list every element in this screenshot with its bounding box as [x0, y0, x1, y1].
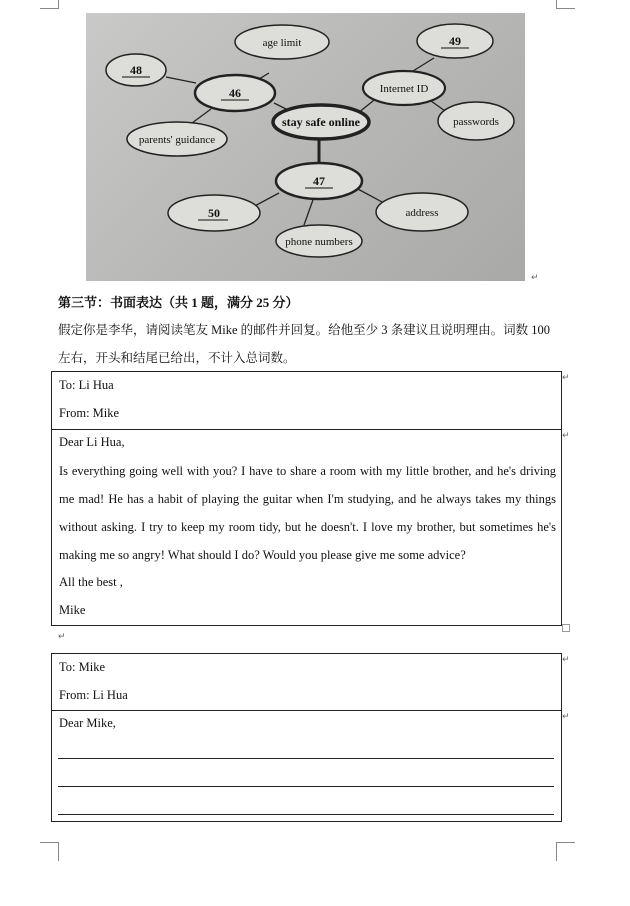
- connector-46-48: [166, 77, 196, 83]
- connector-internetid-49: [413, 58, 434, 71]
- mind-map-photo: [86, 13, 525, 281]
- table-resize-handle[interactable]: [562, 624, 570, 632]
- crop-mark-bottom-right: [556, 842, 575, 861]
- paragraph-mark: ↵: [58, 632, 66, 642]
- email2-greeting: Dear Mike,: [59, 716, 116, 730]
- email1-closing: All the best ,: [59, 575, 123, 589]
- label-blank-49: 49: [449, 34, 461, 48]
- email2-to: To: Mike: [59, 660, 105, 674]
- paragraph-mark: ↵: [562, 431, 570, 441]
- paragraph-mark: ↵: [531, 273, 539, 283]
- label-blank-50: 50: [208, 206, 220, 220]
- paragraph-mark: ↵: [562, 655, 570, 665]
- email2-from: From: Li Hua: [59, 688, 128, 702]
- email1-from: From: Mike: [59, 406, 120, 420]
- label-address: address: [405, 207, 439, 219]
- email1-greeting: Dear Li Hua,: [59, 435, 125, 449]
- label-passwords: passwords: [453, 116, 499, 128]
- label-blank-48: 48: [130, 63, 142, 77]
- answer-line[interactable]: [58, 758, 554, 759]
- email1-to: To: Li Hua: [59, 378, 114, 392]
- paragraph-mark: ↵: [562, 712, 570, 722]
- label-center: stay safe online: [282, 115, 360, 129]
- label-parents-guidance: parents' guidance: [138, 134, 216, 146]
- crop-mark-top-right: [556, 0, 575, 9]
- answer-line[interactable]: [58, 814, 554, 815]
- label-age-limit: age limit: [262, 37, 302, 49]
- crop-mark-bottom-left: [40, 842, 59, 861]
- connector-47-address: [356, 188, 384, 203]
- instruction-line-1: 假定你是李华，请阅读笔友 Mike 的邮件并回复。给他至少 3 条建议且说明理由。词数 100: [58, 323, 551, 337]
- answer-line[interactable]: [58, 786, 554, 787]
- email-from-mike: [51, 371, 562, 626]
- section-heading: 第三节：书面表达（共 1 题，满分 25 分）: [58, 295, 299, 310]
- instruction-line-2: 左右，开头和结尾已给出，不计入总词数。: [58, 351, 296, 365]
- crop-mark-top-left: [40, 0, 59, 9]
- label-blank-47: 47: [313, 174, 325, 188]
- label-blank-46: 46: [229, 86, 241, 100]
- mind-map-diagram: [86, 13, 525, 281]
- paragraph-mark: ↵: [562, 373, 570, 383]
- email1-signature: Mike: [59, 603, 86, 617]
- connector-47-phone: [304, 197, 314, 225]
- label-phone-numbers: phone numbers: [285, 236, 353, 248]
- email1-body: Is everything going well with you? I have to share a room with my little brother, and he's driving me mad! He has a habit of playing the guitar when I'm studying, and he always takes my things without asking. I try to keep my room tidy, but he doesn't. I love my brother, but sometimes he's making me so angry! What should I do? Would you please give me some advice?: [59, 464, 556, 562]
- email-reply-to-mike: [51, 653, 562, 822]
- label-internet-id: Internet ID: [379, 83, 429, 95]
